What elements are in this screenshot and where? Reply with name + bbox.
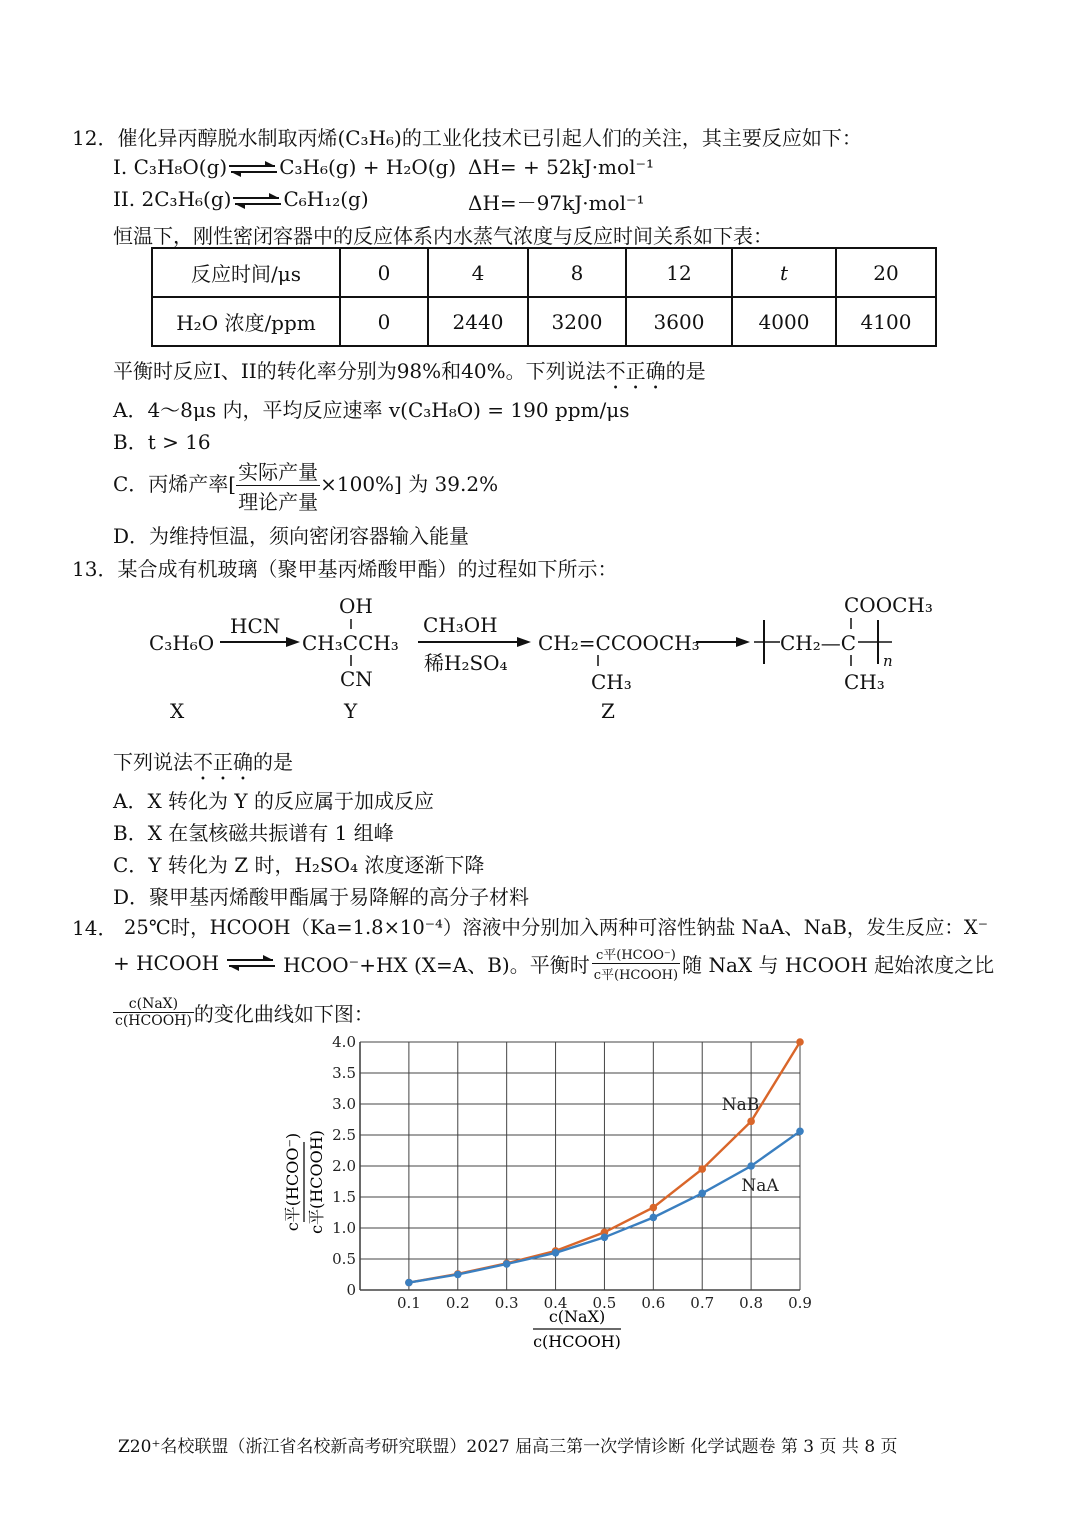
q13-question — [113, 746, 293, 785]
table-cell: t — [732, 248, 836, 297]
data-point-NaB — [747, 1118, 755, 1126]
reagent-hcn: HCN — [230, 614, 281, 638]
compound-y: CH₃CCH₃ — [302, 631, 399, 655]
reaction-label: I. — [113, 155, 128, 179]
question-text: 的是 — [253, 750, 293, 774]
q12-question — [113, 355, 706, 394]
x-tick-label: 0.9 — [788, 1294, 812, 1312]
table-cell: 3600 — [626, 297, 732, 346]
caption-text: 的变化曲线如下图： — [193, 1001, 374, 1026]
equilibrium-arrow-icon — [227, 160, 279, 178]
y-label-numerator: c平(HCOO⁻) — [283, 1132, 302, 1232]
q12-dh-1: ΔH= + 52kJ·mol⁻¹ — [468, 155, 655, 179]
table-cell: H₂O 浓度/ppm — [152, 297, 340, 346]
q12-dh-2: ΔH=－97kJ·mol⁻¹ — [468, 191, 645, 215]
y-tick-label: 2.5 — [332, 1126, 356, 1144]
x-label-numerator: c(NaX) — [548, 1307, 606, 1326]
ratio-fraction — [113, 996, 194, 1029]
polymer-n: n — [883, 652, 893, 670]
x-tick-label: 0.8 — [739, 1294, 764, 1312]
q13-option-a: A．X 转化为 Y 的反应属于加成反应 — [113, 789, 434, 813]
y-tick-labels — [332, 1033, 356, 1299]
series-label-nab: NaB — [721, 1095, 760, 1116]
ratio-fraction — [592, 944, 680, 983]
reagent-sulfuric-acid: 稀H₂SO₄ — [424, 651, 508, 675]
q12-data-table — [151, 247, 937, 347]
equation-text: + HCOOH — [113, 951, 220, 975]
q12-option-a: A．4～8μs 内，平均反应速率 v(C₃H₈O) = 190 ppm/μs — [113, 398, 630, 422]
q12-reaction-2 — [113, 187, 369, 211]
table-cell: 4000 — [732, 297, 836, 346]
q13-option-b: B．X 在氢核磁共振谱有 1 组峰 — [113, 821, 394, 845]
data-point-NaA — [454, 1271, 462, 1279]
table-cell: 20 — [836, 248, 936, 297]
q13-option-d: D．聚甲基丙烯酸甲酯属于易降解的高分子材料 — [113, 885, 530, 909]
y-tick-label: 0.5 — [332, 1250, 356, 1268]
x-tick-label: 0.1 — [396, 1294, 421, 1312]
chart-grid — [360, 1042, 800, 1290]
data-point-NaA — [503, 1260, 511, 1268]
product: C₆H₁₂(g) — [283, 187, 369, 211]
yield-fraction — [236, 456, 320, 515]
series-label-naa: NaA — [741, 1175, 779, 1196]
label-x: X — [170, 699, 185, 723]
compound-z: CH₂=CCOOCH₃ — [538, 631, 700, 655]
equilibrium-arrow-icon — [231, 192, 283, 210]
table-cell: 8 — [528, 248, 626, 297]
fraction-numerator: 实际产量 — [236, 456, 320, 486]
data-point-NaB — [650, 1204, 658, 1212]
y-oh-group: OH — [339, 594, 373, 618]
question-text: 下列说法 — [113, 750, 193, 774]
option-text: C．丙烯产率[ — [113, 472, 237, 496]
x-tick-label: 0.7 — [690, 1294, 715, 1312]
series-labels — [722, 1095, 780, 1196]
table-cell: 4 — [428, 248, 528, 297]
data-point-NaA — [405, 1279, 413, 1287]
compound-x: C₃H₆O — [149, 631, 215, 655]
label-z: Z — [601, 699, 615, 723]
equation-text: HCOO⁻+HX (X=A、B)。平衡时 — [283, 952, 590, 977]
fraction-denominator: c平(HCOOH) — [593, 967, 679, 983]
data-point-NaA — [698, 1189, 706, 1197]
question-text: 平衡时反应I、II的转化率分别为98%和40%。下列说法 — [113, 359, 606, 383]
reagent-methanol: CH₃OH — [423, 613, 498, 637]
table-cell: 0 — [340, 297, 428, 346]
y-tick-label: 2.0 — [332, 1157, 356, 1175]
q13-stem: 13．某合成有机玻璃（聚甲基丙烯酸甲酯）的过程如下所示： — [72, 557, 618, 581]
q12-option-c — [113, 456, 498, 515]
q12-intro: 恒温下，刚性密闭容器中的反应体系内水蒸气浓度与反应时间关系如下表： — [113, 224, 773, 248]
table-cell: 2440 — [428, 297, 528, 346]
x-tick-label: 0.4 — [543, 1294, 568, 1312]
y-tick-label: 3.0 — [332, 1095, 356, 1113]
q12-option-d: D．为维持恒温，须向密闭容器输入能量 — [113, 524, 470, 548]
q13-option-c: C．Y 转化为 Z 时，H₂SO₄ 浓度逐渐下降 — [113, 853, 485, 877]
polymer-unit: CH₂—C — [780, 631, 857, 655]
q14-line-1: 25℃时，HCOOH（Ka=1.8×10⁻⁴）溶液中分别加入两种可溶性钠盐 NaA、NaB，发生反应：X⁻ — [124, 916, 988, 939]
y-tick-label: 0 — [346, 1281, 356, 1299]
y-axis-label — [283, 1130, 326, 1234]
reactant: C₃H₈O(g) — [133, 155, 228, 179]
data-point-NaA — [552, 1249, 560, 1257]
table-cell: 反应时间/μs — [152, 248, 340, 297]
table-row — [152, 297, 936, 346]
x-tick-label: 0.3 — [494, 1294, 519, 1312]
product: C₃H₆(g) + H₂O(g) — [279, 155, 457, 179]
ratio-line-chart — [270, 1030, 830, 1360]
equation-text: 随 NaX 与 HCOOH 起始浓度之比 — [682, 952, 995, 977]
fraction-numerator: c(NaX) — [113, 996, 194, 1013]
data-point-NaA — [747, 1162, 755, 1170]
q14-line-2 — [113, 936, 994, 990]
emphasis-text: 不正确 — [605, 359, 666, 383]
data-point-NaB — [698, 1165, 706, 1173]
equilibrium-arrow-icon — [225, 954, 277, 972]
data-point-NaB — [796, 1038, 804, 1046]
option-text: ×100%] 为 39.2% — [320, 472, 499, 496]
emphasis-text: 不正确 — [193, 750, 253, 774]
label-y: Y — [344, 699, 358, 723]
x-tick-label: 0.5 — [592, 1294, 617, 1312]
y-tick-label: 3.5 — [332, 1064, 356, 1082]
reaction-scheme-diagram — [140, 588, 940, 723]
x-tick-label: 0.2 — [445, 1294, 470, 1312]
y-tick-label: 4.0 — [332, 1033, 356, 1051]
x-label-denominator: c(HCOOH) — [533, 1332, 621, 1351]
p-ch3-group: CH₃ — [844, 670, 885, 694]
data-point-NaA — [796, 1127, 804, 1135]
table-cell: 4100 — [836, 297, 936, 346]
reactant: 2C₃H₆(g) — [141, 187, 232, 211]
q13-reaction-scheme — [140, 588, 940, 723]
y-label-denominator: c平(HCOOH) — [307, 1130, 326, 1234]
y-tick-label: 1.5 — [332, 1188, 356, 1206]
y-tick-label: 1.0 — [332, 1219, 356, 1237]
page-footer: Z20⁺名校联盟（浙江省名校新高考研究联盟）2027 届高三第一次学情诊断 化学试题卷 第 3 页 共 8 页 — [118, 1437, 898, 1457]
p-ester-group: COOCH₃ — [844, 593, 933, 617]
fraction-denominator: c(HCOOH) — [115, 1012, 192, 1029]
table-cell: 0 — [340, 248, 428, 297]
question-text: 的是 — [665, 359, 706, 383]
q12-stem: 12．催化异丙醇脱水制取丙烯(C₃H₆)的工业化技术已引起人们的关注，其主要反应如下： — [72, 126, 862, 150]
reaction-label: II. — [113, 187, 136, 211]
table-row — [152, 248, 936, 297]
y-cn-group: CN — [340, 667, 373, 691]
q14-chart — [270, 1030, 830, 1360]
data-point-NaA — [650, 1214, 658, 1222]
table-cell: 3200 — [528, 297, 626, 346]
q12-reaction-1 — [113, 155, 456, 179]
x-axis-label — [533, 1307, 621, 1351]
q14-line-3 — [113, 990, 374, 1034]
data-point-NaA — [601, 1234, 609, 1242]
fraction-numerator: c平(HCOO⁻) — [592, 944, 680, 964]
q12-option-b: B．t > 16 — [113, 430, 211, 454]
q14-number: 14． — [72, 916, 118, 940]
z-ch3-group: CH₃ — [591, 670, 632, 694]
fraction-denominator: 理论产量 — [238, 490, 319, 514]
x-tick-label: 0.6 — [641, 1294, 666, 1312]
table-cell: 12 — [626, 248, 732, 297]
